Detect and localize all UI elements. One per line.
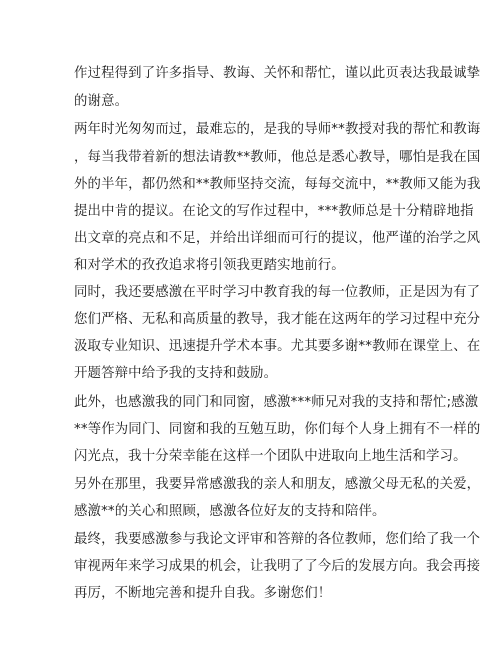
text-line: 感激**的关心和照顾，感激各位好友的支持和陪伴。 — [74, 504, 386, 519]
text-line: 再厉，不断地完善和提升自我。多谢您们！ — [74, 586, 332, 601]
text-line: 作过程得到了许多指导、教诲、关怀和帮忙，谨以此页表达我最诚挚 — [74, 66, 481, 81]
text-line: 和对学术的孜孜追求将引领我更踏实地前行。 — [74, 258, 345, 273]
text-line: 的谢意。 — [74, 94, 129, 109]
text-line: ，每当我带着新的想法请教**教师，他总是悉心教导，哪怕是我在国 — [74, 150, 481, 165]
text-line: 审视两年来学习成果的机会，让我明了了今后的发展方向。我会再接 — [74, 559, 481, 574]
text-line: 提出中肯的提议。在论文的写作过程中，***教师总是十分精辟地指 — [74, 204, 474, 219]
text-line: 开题答辩中给予我的支持和鼓励。 — [74, 366, 278, 381]
text-line: **等作为同门、同窗和我的互勉互助，你们每个人身上拥有不一样的 — [74, 422, 481, 437]
text-line: 出文章的亮点和不足，并给出详细而可行的提议，他严谨的治学之风 — [74, 231, 481, 246]
text-line: 两年时光匆匆而过，最难忘的，是我的导师**教授对我的帮忙和教诲 — [74, 122, 481, 137]
text-line: 此外，也感激我的同门和同窗，感激***师兄对我的支持和帮忙;感激 — [74, 395, 479, 410]
text-line: 外的半年，都仍然和**教师坚持交流，每每交流中，**教师又能为我 — [74, 177, 481, 192]
text-line: 最终，我要感激参与我论文评审和答辩的各位教师，您们给了我一个 — [74, 532, 481, 547]
text-line: 闪光点，我十分荣幸能在这样一个团队中进取向上地生活和学习。 — [74, 449, 467, 464]
text-line: 汲取专业知识、迅速提升学术本事。尤其要多谢**教师在课堂上、在 — [74, 339, 481, 354]
text-line: 同时，我还要感激在平时学习中教育我的每一位教师，正是因为有了 — [74, 285, 481, 300]
text-line: 另外在那里，我要异常感激我的亲人和朋友，感激父母无私的关爱， — [74, 477, 481, 492]
text-line: 您们严格、无私和高质量的教导，我才能在这两年的学习过程中充分 — [74, 312, 481, 327]
